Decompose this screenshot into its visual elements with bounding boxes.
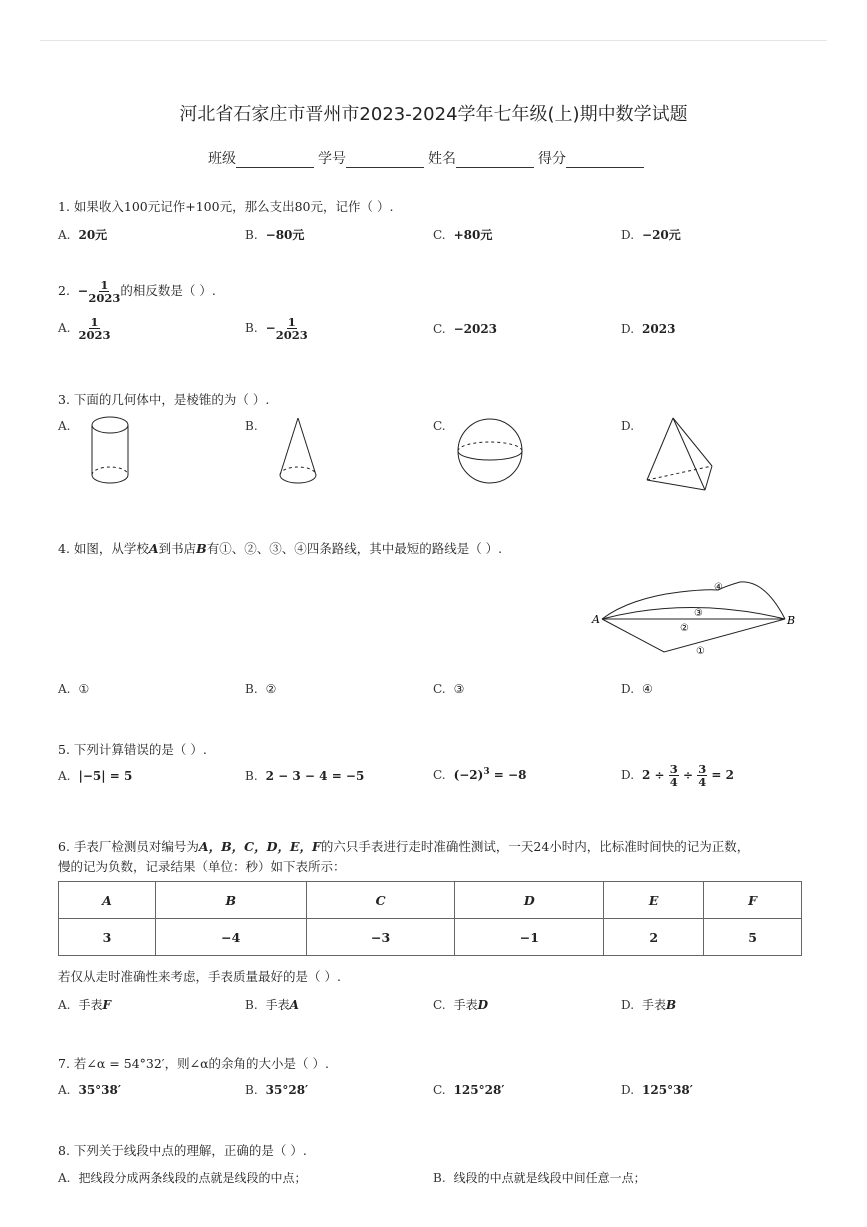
q5-option-a[interactable]: A. |−5| = 5 <box>58 769 133 783</box>
q6-option-d[interactable]: D. 手表B <box>621 998 677 1012</box>
table-cell: −4 <box>155 919 306 956</box>
q8-option-a[interactable]: A. 把线段分成两条线段的点就是线段的中点； <box>58 1171 307 1185</box>
q1-option-b[interactable]: B. −80元 <box>245 228 305 242</box>
question-1-stem: 1. 如果收入100元记作+100元，那么支出80元，记作（ ）. <box>58 199 394 214</box>
table-cell: 2 <box>604 919 704 956</box>
q7-option-d[interactable]: D. 125°38′ <box>621 1083 693 1097</box>
table-cell: −3 <box>306 919 455 956</box>
q5-option-b[interactable]: B. 2 − 3 − 4 = −5 <box>245 769 365 783</box>
q2-option-c[interactable]: C. −2023 <box>433 322 498 336</box>
student-id-field[interactable]: 学号 <box>318 148 428 168</box>
q5-option-d[interactable]: D. 2 ÷ $\frac{3}{4}$ ÷ $\frac{3}{4}$ = 2 <box>621 762 734 790</box>
table-header-cell: B <box>155 882 306 919</box>
route-1-label: ① <box>696 646 705 657</box>
table-cell: 3 <box>59 919 156 956</box>
table-cell: −1 <box>455 919 604 956</box>
header-divider <box>40 40 827 41</box>
q2-option-b[interactable]: B. − $\frac{1}{2023}$ <box>245 315 308 343</box>
table-header-cell: A <box>59 882 156 919</box>
q1-option-a[interactable]: A. 20元 <box>58 228 108 242</box>
question-3-stem: 3. 下面的几何体中，是棱锥的为（ ）. <box>58 392 270 407</box>
q7-option-a[interactable]: A. 35°38′ <box>58 1083 122 1097</box>
question-8-stem: 8. 下列关于线段中点的理解，正确的是（ ）. <box>58 1143 307 1158</box>
route-3-label: ③ <box>694 608 703 619</box>
q1-option-c[interactable]: C. +80元 <box>433 228 493 242</box>
question-6-prompt: 若仅从走时准确性来考虑，手表质量最好的是（ ）. <box>58 969 341 984</box>
q4-option-b[interactable]: B. ② <box>245 682 277 696</box>
q7-option-c[interactable]: C. 125°28′ <box>433 1083 505 1097</box>
page-title: 河北省石家庄市晋州市2023-2024学年七年级(上)期中数学试题 <box>179 104 688 125</box>
q4-option-a[interactable]: A. ① <box>58 682 90 696</box>
q3-option-c[interactable]: C. <box>433 419 446 433</box>
class-field[interactable]: 班级 <box>208 148 318 168</box>
table-header-cell: C <box>306 882 455 919</box>
cone-figure <box>276 414 324 488</box>
table-header-cell: E <box>604 882 704 919</box>
table-row <box>59 919 802 956</box>
question-5-stem: 5. 下列计算错误的是（ ）. <box>58 742 207 757</box>
q2-option-d[interactable]: D. 2023 <box>621 322 676 336</box>
name-field[interactable]: 姓名 <box>428 148 538 168</box>
table-header-row <box>59 882 802 919</box>
question-2-stem: 2. − $\frac{1}{2023}$ 的相反数是（ ）. <box>58 278 216 306</box>
q3-option-a[interactable]: A. <box>58 419 71 433</box>
watch-results-table <box>58 881 802 956</box>
question-6-stem-line-1: 6. 手表厂检测员对编号为A，B，C，D，E，F的六只手表进行走时准确性测试，一天24小时内，比标准时间快的记为正数， <box>58 839 750 854</box>
q5-option-c[interactable]: C. $(-2)^3 = -8$ <box>433 767 527 782</box>
sphere-figure <box>454 414 526 488</box>
route-4-label: ④ <box>714 582 723 593</box>
question-7-stem: 7. 若∠α = 54°32′，则∠α的余角的大小是（ ）. <box>58 1056 329 1071</box>
student-info-row <box>208 148 648 168</box>
q6-option-a[interactable]: A. 手表F <box>58 998 112 1012</box>
pyramid-figure <box>642 414 722 494</box>
point-a-label: A <box>592 613 600 626</box>
score-field[interactable]: 得分 <box>538 148 648 168</box>
q3-option-b[interactable]: B. <box>245 419 258 433</box>
route-2-label: ② <box>680 623 689 634</box>
table-header-cell: F <box>704 882 802 919</box>
q8-option-b[interactable]: B. 线段的中点就是线段中间任意一点； <box>433 1171 646 1185</box>
cylinder-figure <box>88 414 136 488</box>
q3-option-d[interactable]: D. <box>621 419 635 433</box>
q7-option-b[interactable]: B. 35°28′ <box>245 1083 309 1097</box>
point-b-label: B <box>787 614 796 627</box>
question-6-stem-line-2: 慢的记为负数，记录结果（单位：秒）如下表所示： <box>58 859 346 874</box>
q1-option-d[interactable]: D. −20元 <box>621 228 681 242</box>
q2-option-a[interactable]: A. $\frac{1}{2023}$ <box>58 315 111 343</box>
routes-figure <box>590 576 805 660</box>
q4-option-c[interactable]: C. ③ <box>433 682 465 696</box>
q6-option-c[interactable]: C. 手表D <box>433 998 488 1012</box>
question-4-stem: 4. 如图，从学校A到书店B有①、②、③、④四条路线，其中最短的路线是（ ）. <box>58 541 503 556</box>
q4-option-d[interactable]: D. ④ <box>621 682 653 696</box>
table-header-cell: D <box>455 882 604 919</box>
table-cell: 5 <box>704 919 802 956</box>
q6-option-b[interactable]: B. 手表A <box>245 998 299 1012</box>
